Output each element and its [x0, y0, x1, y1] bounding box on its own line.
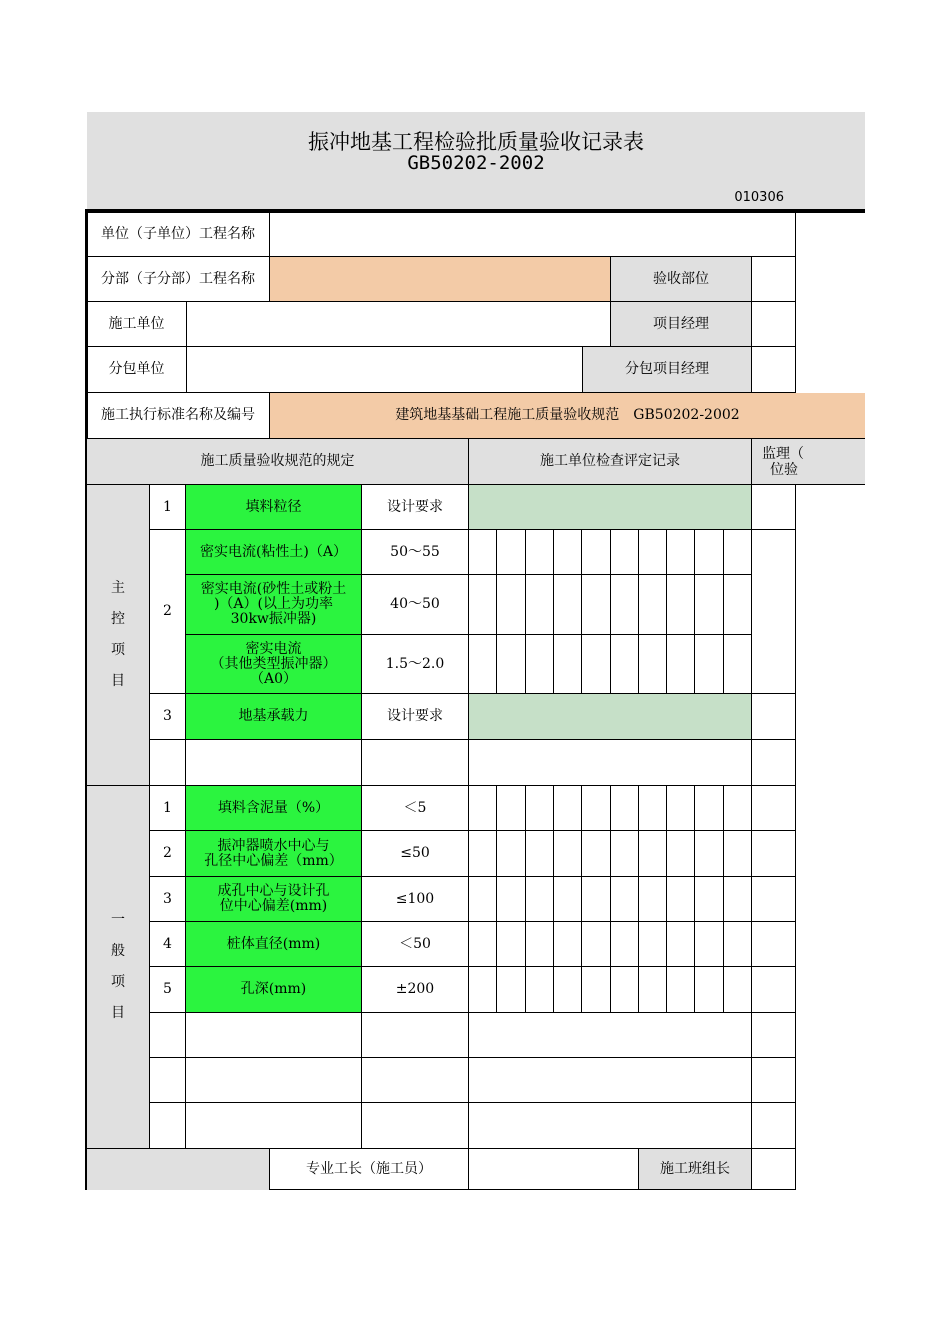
- general-blank-2-record[interactable]: [469, 1058, 752, 1103]
- general-item-3-supervisor[interactable]: [752, 877, 796, 922]
- main-item-2a-check-cell-3[interactable]: [526, 530, 554, 575]
- main-item-2b-spec: 40～50: [362, 575, 469, 635]
- general-blank-2-name[interactable]: [186, 1058, 362, 1103]
- supervisor-header: [752, 439, 865, 485]
- main-item-2b-check-cell-2[interactable]: [497, 575, 526, 635]
- main-item-2a-check-cell-10[interactable]: [724, 530, 752, 575]
- general-item-2-check-cell-10[interactable]: [724, 831, 752, 877]
- main-item-3-no: 3: [150, 694, 186, 740]
- general-item-4-check-cell-10[interactable]: [724, 922, 752, 967]
- main-item-2b-check-cell-3[interactable]: [526, 575, 554, 635]
- general-item-3-check-cell-3[interactable]: [526, 877, 554, 922]
- main-item-2-supervisor[interactable]: [752, 530, 796, 694]
- subdivision-label: 分部（子分部）工程名称: [87, 257, 270, 302]
- general-item-5-check-cell-10[interactable]: [724, 967, 752, 1013]
- general-item-1-check-cell-4[interactable]: [554, 786, 582, 831]
- general-item-1-check-cell-2[interactable]: [497, 786, 526, 831]
- general-item-2-name: 振冲器喷水中心与 孔径中心偏差（mm）: [186, 831, 362, 877]
- general-item-3-check-cell-8[interactable]: [667, 877, 695, 922]
- general-blank-2-spec[interactable]: [362, 1058, 469, 1103]
- general-item-4-spec: ＜50: [362, 922, 469, 967]
- general-item-2-check-cell-8[interactable]: [667, 831, 695, 877]
- general-item-2-check-cell-1[interactable]: [469, 831, 497, 877]
- supervisor-header-line2: 位验: [770, 461, 798, 478]
- subcontract-unit-label: 分包单位: [87, 347, 187, 393]
- main-item-2b-check-cell-8[interactable]: [667, 575, 695, 635]
- main-item-1-spec: 设计要求: [362, 485, 469, 530]
- general-item-3-name: 成孔中心与设计孔 位中心偏差(mm): [186, 877, 362, 922]
- general-item-5-no: 5: [150, 967, 186, 1013]
- general-item-1-check-cell-10[interactable]: [724, 786, 752, 831]
- page-title: 振冲地基工程检验批质量验收记录表: [308, 130, 644, 154]
- general-blank-1-no: [150, 1013, 186, 1058]
- general-item-5-check-cell-2[interactable]: [497, 967, 526, 1013]
- general-item-5-name: 孔深(mm): [186, 967, 362, 1013]
- main-item-2a-check-cell-1[interactable]: [469, 530, 497, 575]
- main-item-3-record[interactable]: [469, 694, 752, 740]
- general-item-1-check-cell-8[interactable]: [667, 786, 695, 831]
- main-item-2a-check-cell-9[interactable]: [695, 530, 724, 575]
- main-item-2a-check-cell-2[interactable]: [497, 530, 526, 575]
- form-code: 010306: [734, 190, 784, 205]
- general-item-3-check-cell-5[interactable]: [582, 877, 611, 922]
- general-item-4-check-cell-9[interactable]: [695, 922, 724, 967]
- general-item-1-check-cell-3[interactable]: [526, 786, 554, 831]
- general-item-3-check-cell-9[interactable]: [695, 877, 724, 922]
- general-blank-1-supervisor[interactable]: [752, 1013, 796, 1058]
- general-blank-3-supervisor[interactable]: [752, 1103, 796, 1149]
- supervisor-header-line1: 监理（: [762, 445, 804, 462]
- general-item-1-check-cell-1[interactable]: [469, 786, 497, 831]
- general-item-4-check-cell-1[interactable]: [469, 922, 497, 967]
- subcontract-unit-value[interactable]: [187, 347, 583, 393]
- main-item-2a-check-cell-4[interactable]: [554, 530, 582, 575]
- spec-column-header: 施工质量验收规范的规定: [87, 439, 469, 485]
- main-item-2c-check-cell-1[interactable]: [469, 635, 497, 694]
- general-item-5-check-cell-4[interactable]: [554, 967, 582, 1013]
- main-blank-supervisor[interactable]: [752, 740, 796, 786]
- main-blank-name[interactable]: [186, 740, 362, 786]
- general-item-3-check-cell-1[interactable]: [469, 877, 497, 922]
- main-item-2c-check-cell-3[interactable]: [526, 635, 554, 694]
- general-item-4-check-cell-3[interactable]: [526, 922, 554, 967]
- general-item-5-check-cell-8[interactable]: [667, 967, 695, 1013]
- main-item-2c-check-cell-10[interactable]: [724, 635, 752, 694]
- contractor-record-header: 施工单位检查评定记录: [469, 439, 752, 485]
- general-item-4-check-cell-4[interactable]: [554, 922, 582, 967]
- main-item-2b-check-cell-7[interactable]: [639, 575, 667, 635]
- general-blank-3-record[interactable]: [469, 1103, 752, 1149]
- general-item-3-check-cell-4[interactable]: [554, 877, 582, 922]
- general-item-5-check-cell-9[interactable]: [695, 967, 724, 1013]
- main-item-2c-check-cell-5[interactable]: [582, 635, 611, 694]
- main-item-2a-check-cell-7[interactable]: [639, 530, 667, 575]
- general-item-2-check-cell-5[interactable]: [582, 831, 611, 877]
- general-item-2-check-cell-3[interactable]: [526, 831, 554, 877]
- main-item-2a-check-cell-5[interactable]: [582, 530, 611, 575]
- general-item-3-no: 3: [150, 877, 186, 922]
- main-blank-spec[interactable]: [362, 740, 469, 786]
- main-item-3-spec: 设计要求: [362, 694, 469, 740]
- general-item-1-check-cell-7[interactable]: [639, 786, 667, 831]
- project-manager-label: 项目经理: [611, 302, 752, 347]
- project-manager-value[interactable]: [752, 302, 796, 347]
- general-item-3-spec: ≤100: [362, 877, 469, 922]
- general-blank-3-no: [150, 1103, 186, 1149]
- general-group-label: 一 般 项 目: [87, 786, 150, 1149]
- main-item-2b-check-cell-4[interactable]: [554, 575, 582, 635]
- main-item-2b-check-cell-5[interactable]: [582, 575, 611, 635]
- acceptance-part-value[interactable]: [752, 257, 796, 302]
- unit-name-value[interactable]: [270, 213, 796, 257]
- general-item-1-check-cell-6[interactable]: [611, 786, 639, 831]
- general-item-2-check-cell-7[interactable]: [639, 831, 667, 877]
- general-item-4-no: 4: [150, 922, 186, 967]
- footer-blank-label: [87, 1149, 270, 1190]
- general-item-4-name: 桩体直径(mm): [186, 922, 362, 967]
- main-item-3-supervisor[interactable]: [752, 694, 796, 740]
- general-blank-3-spec[interactable]: [362, 1103, 469, 1149]
- exec-standard-value: 建筑地基基础工程施工质量验收规范 GB50202-2002: [270, 393, 865, 439]
- main-blank-no: [150, 740, 186, 786]
- main-item-1-record[interactable]: [469, 485, 752, 530]
- general-item-2-check-cell-4[interactable]: [554, 831, 582, 877]
- exec-standard-label: 施工执行标准名称及编号: [87, 393, 270, 439]
- main-item-2b-check-cell-6[interactable]: [611, 575, 639, 635]
- general-item-4-check-cell-2[interactable]: [497, 922, 526, 967]
- main-blank-record[interactable]: [469, 740, 752, 786]
- main-item-2b-name: 密实电流(砂性土或粉土 )（A）(以上为功率 30kw振冲器): [186, 575, 362, 635]
- general-item-5-spec: ±200: [362, 967, 469, 1013]
- general-item-5-check-cell-6[interactable]: [611, 967, 639, 1013]
- main-item-2c-name: 密实电流 （其他类型振冲器） （A0）: [186, 635, 362, 694]
- general-item-3-check-cell-10[interactable]: [724, 877, 752, 922]
- main-item-1-supervisor[interactable]: [752, 485, 796, 530]
- general-item-1-name: 填料含泥量（%）: [186, 786, 362, 831]
- general-item-4-supervisor[interactable]: [752, 922, 796, 967]
- main-item-2c-check-cell-9[interactable]: [695, 635, 724, 694]
- general-item-1-spec: ＜5: [362, 786, 469, 831]
- subdivision-value[interactable]: [270, 257, 611, 302]
- unit-name-label: 单位（子单位）工程名称: [87, 213, 270, 257]
- subcontract-manager-value[interactable]: [752, 347, 796, 393]
- main-item-2b-check-cell-9[interactable]: [695, 575, 724, 635]
- general-item-3-check-cell-7[interactable]: [639, 877, 667, 922]
- general-item-2-check-cell-9[interactable]: [695, 831, 724, 877]
- main-item-2a-name: 密实电流(粘性土)（A）: [186, 530, 362, 575]
- general-item-1-check-cell-9[interactable]: [695, 786, 724, 831]
- standard-code: GB50202-2002: [407, 152, 545, 174]
- main-item-2c-check-cell-4[interactable]: [554, 635, 582, 694]
- main-item-1-no: 1: [150, 485, 186, 530]
- general-blank-1-record[interactable]: [469, 1013, 752, 1058]
- construction-unit-value[interactable]: [187, 302, 611, 347]
- general-blank-1-spec[interactable]: [362, 1013, 469, 1058]
- main-item-2c-check-cell-8[interactable]: [667, 635, 695, 694]
- main-item-1-name: 填料粒径: [186, 485, 362, 530]
- general-item-2-supervisor[interactable]: [752, 831, 796, 877]
- general-item-5-check-cell-1[interactable]: [469, 967, 497, 1013]
- main-item-2c-spec: 1.5～2.0: [362, 635, 469, 694]
- acceptance-part-label: 验收部位: [611, 257, 752, 302]
- main-item-3-name: 地基承载力: [186, 694, 362, 740]
- main-item-2-no: 2: [150, 530, 186, 694]
- general-item-1-supervisor[interactable]: [752, 786, 796, 831]
- main-item-2b-check-cell-10[interactable]: [724, 575, 752, 635]
- main-item-2a-spec: 50～55: [362, 530, 469, 575]
- general-item-5-supervisor[interactable]: [752, 967, 796, 1013]
- general-blank-2-no: [150, 1058, 186, 1103]
- foreman-value[interactable]: [469, 1149, 639, 1190]
- general-item-1-no: 1: [150, 786, 186, 831]
- main-item-2c-check-cell-7[interactable]: [639, 635, 667, 694]
- general-item-5-check-cell-5[interactable]: [582, 967, 611, 1013]
- general-blank-1-name[interactable]: [186, 1013, 362, 1058]
- general-item-1-check-cell-5[interactable]: [582, 786, 611, 831]
- general-item-2-check-cell-2[interactable]: [497, 831, 526, 877]
- main-item-2a-check-cell-8[interactable]: [667, 530, 695, 575]
- main-control-group-label: 主 控 项 目: [87, 485, 150, 786]
- construction-unit-label: 施工单位: [87, 302, 187, 347]
- general-item-5-check-cell-3[interactable]: [526, 967, 554, 1013]
- general-item-4-check-cell-5[interactable]: [582, 922, 611, 967]
- general-item-4-check-cell-7[interactable]: [639, 922, 667, 967]
- general-item-3-check-cell-2[interactable]: [497, 877, 526, 922]
- main-item-2b-check-cell-1[interactable]: [469, 575, 497, 635]
- main-item-2c-check-cell-6[interactable]: [611, 635, 639, 694]
- general-item-4-check-cell-6[interactable]: [611, 922, 639, 967]
- main-item-2a-check-cell-6[interactable]: [611, 530, 639, 575]
- team-leader-value[interactable]: [752, 1149, 796, 1190]
- main-item-2c-check-cell-2[interactable]: [497, 635, 526, 694]
- general-blank-3-name[interactable]: [186, 1103, 362, 1149]
- general-item-3-check-cell-6[interactable]: [611, 877, 639, 922]
- general-item-4-check-cell-8[interactable]: [667, 922, 695, 967]
- general-item-2-spec: ≤50: [362, 831, 469, 877]
- general-blank-2-supervisor[interactable]: [752, 1058, 796, 1103]
- foreman-label: 专业工长（施工员）: [270, 1149, 469, 1190]
- general-item-2-no: 2: [150, 831, 186, 877]
- team-leader-label: 施工班组长: [639, 1149, 752, 1190]
- general-item-5-check-cell-7[interactable]: [639, 967, 667, 1013]
- subcontract-manager-label: 分包项目经理: [583, 347, 752, 393]
- general-item-2-check-cell-6[interactable]: [611, 831, 639, 877]
